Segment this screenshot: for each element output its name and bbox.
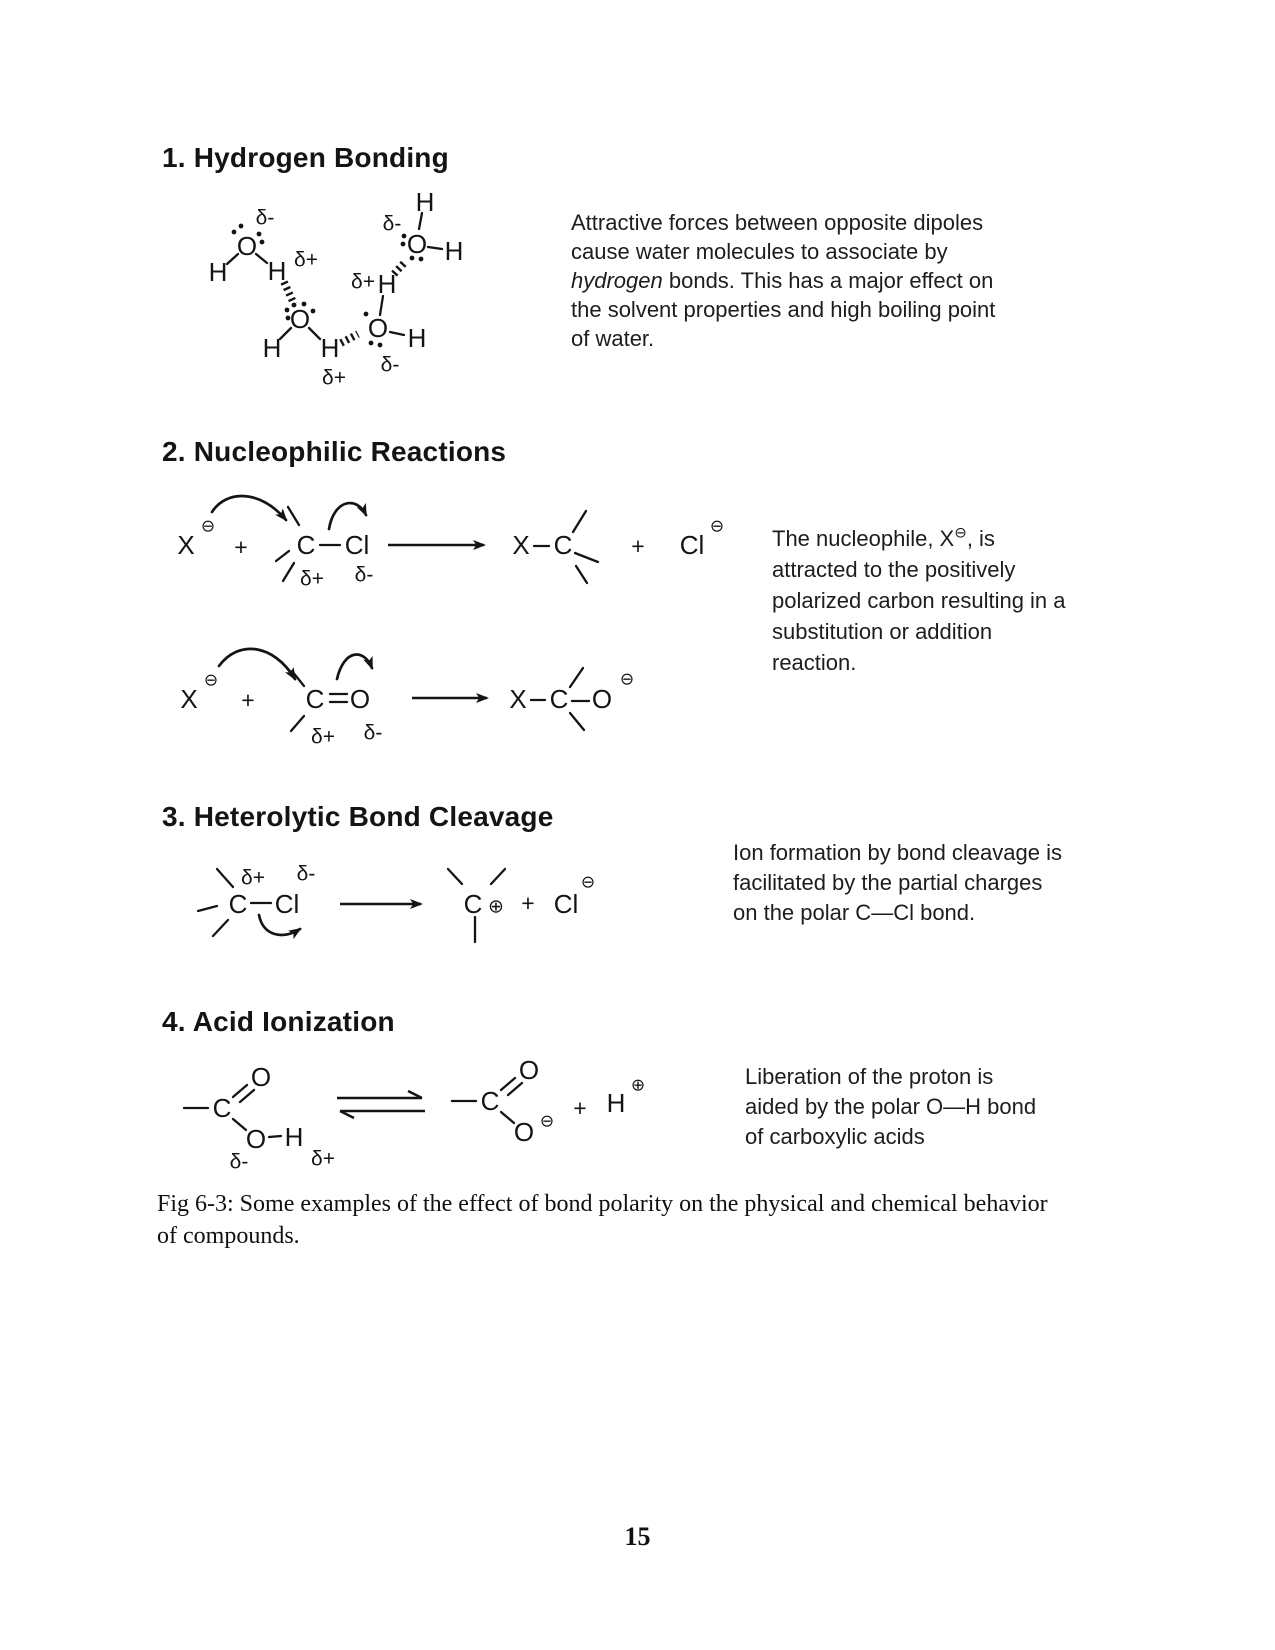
atom-carbon: C <box>553 530 573 560</box>
atom-carbon: C <box>480 1086 500 1116</box>
atom-carbon: C <box>296 530 316 560</box>
c-o-bond <box>501 1112 514 1123</box>
atom-oxygen: O <box>518 1055 540 1085</box>
caption-line: Fig 6-3: Some examples of the effect of bond polarity on the physical and chemical behavior <box>157 1191 1048 1217</box>
text-line <box>571 237 995 266</box>
text-line <box>772 554 1066 585</box>
section3-description <box>733 838 1062 928</box>
text-line <box>745 1122 1036 1152</box>
plus-sign: + <box>631 533 645 559</box>
text-line <box>733 868 1062 898</box>
figure-caption <box>157 1188 1048 1252</box>
atom-oxygen: O <box>289 304 311 334</box>
carbon-substituent-bond <box>570 713 584 730</box>
delta-minus-label: δ- <box>380 353 400 377</box>
equilibrium-arrows <box>337 1091 425 1118</box>
atom-hydrogen: H <box>262 333 282 363</box>
atom-hydrogen: H <box>267 256 287 286</box>
minus-charge-icon: ⊖ <box>200 516 216 536</box>
delta-minus-label: δ- <box>296 862 316 886</box>
section1-description <box>571 208 995 353</box>
atom-hydrogen: H <box>377 269 397 299</box>
section3-heading: 3. Heterolytic Bond Cleavage <box>162 801 554 832</box>
carbon-substituent-bond <box>570 668 583 687</box>
acid-ionization-scheme <box>175 1055 665 1174</box>
text: , is <box>966 526 995 551</box>
atom-carbon: C <box>463 889 483 919</box>
atom-oxygen: O <box>236 231 258 261</box>
carbon-substituent-bond <box>217 869 233 887</box>
hydrogen-bonding-water-cluster-diagram <box>185 185 475 390</box>
text: of carboxylic acids <box>745 1124 925 1149</box>
delta-minus-label: δ- <box>255 206 275 230</box>
delta-minus-label: δ- <box>363 721 383 745</box>
text-line <box>571 266 995 295</box>
text-line <box>571 208 995 237</box>
delta-minus-label: δ- <box>354 563 374 587</box>
o-h-bond <box>428 247 442 249</box>
page-number: 15 <box>624 1522 651 1551</box>
delta-minus-label: δ- <box>229 1150 249 1174</box>
caption-line: of compounds. <box>157 1223 300 1249</box>
text: Liberation of the proton is <box>745 1064 994 1089</box>
atom-hydrogen: H <box>320 333 340 363</box>
text-line <box>772 647 1066 678</box>
delta-plus-label: δ+ <box>351 270 375 294</box>
plus-sign: + <box>573 1095 587 1121</box>
atom-hydrogen: H <box>407 323 427 353</box>
minus-charge-icon: ⊖ <box>580 872 596 892</box>
atom-chlorine: Cl <box>274 889 300 919</box>
text: reaction. <box>772 650 857 675</box>
text: aided by the polar O—H bond <box>745 1094 1037 1119</box>
text: polarized carbon resulting in a <box>772 588 1066 613</box>
atom-hydrogen: H <box>208 257 228 287</box>
plus-sign: + <box>234 534 248 560</box>
text: Ion formation by bond cleavage is <box>733 840 1062 865</box>
text: cause water molecules to associate by <box>571 239 948 264</box>
delta-plus-label: δ+ <box>241 866 265 890</box>
section4-heading: 4. Acid Ionization <box>162 1006 395 1037</box>
minus-charge-icon: ⊖ <box>539 1111 555 1131</box>
carbon-substituent-bonds <box>573 511 598 583</box>
curved-electron-arrow <box>337 654 372 679</box>
text-line <box>772 585 1066 616</box>
section2-heading: 2. Nucleophilic Reactions <box>162 436 507 467</box>
minus-charge-icon: ⊖ <box>954 523 967 542</box>
carbon-substituent-bond <box>198 906 217 911</box>
text-line <box>745 1092 1036 1122</box>
atom-hydrogen: H <box>415 187 435 217</box>
italic-word: hydrogen <box>571 268 663 293</box>
atom-hydrogen: H <box>284 1122 304 1152</box>
text: facilitated by the partial charges <box>733 870 1043 895</box>
text: attracted to the positively <box>772 557 1016 582</box>
text-line <box>571 324 995 353</box>
text: The nucleophile, X <box>772 526 955 551</box>
plus-sign: + <box>521 890 535 916</box>
nucleophilic-substitution-scheme <box>170 470 750 600</box>
atom-oxygen: O <box>406 229 428 259</box>
o-h-bond <box>309 328 320 339</box>
text: Attractive forces between opposite dipoles <box>571 210 984 235</box>
curved-electron-arrow <box>212 496 286 520</box>
text-line <box>571 295 995 324</box>
text: the solvent properties and high boiling point <box>571 297 996 322</box>
atom-oxygen: O <box>591 684 613 714</box>
carbon-substituent-bond <box>448 869 462 884</box>
atom-oxygen: O <box>367 313 389 343</box>
delta-plus-label: δ+ <box>294 248 318 272</box>
o-h-bond <box>390 332 404 335</box>
text-line <box>772 523 1066 554</box>
atom-oxygen: O <box>245 1124 267 1154</box>
text-line <box>733 898 1062 928</box>
plus-charge-icon: ⊕ <box>488 896 504 918</box>
text: substitution or addition <box>772 619 993 644</box>
section2-description <box>772 523 1066 678</box>
curved-electron-arrow <box>219 649 295 679</box>
curved-electron-arrow <box>329 503 366 529</box>
atom-hydrogen: H <box>606 1088 626 1118</box>
atom-oxygen: O <box>513 1117 535 1147</box>
delta-plus-label: δ+ <box>311 1147 335 1171</box>
atom-carbon: C <box>212 1093 232 1123</box>
nucleophilic-addition-scheme <box>170 640 670 755</box>
section1-heading: 1. Hydrogen Bonding <box>162 142 449 173</box>
nucleophile-x: X <box>177 530 195 560</box>
text-line <box>733 838 1062 868</box>
carbon-substituent-bond <box>491 869 505 884</box>
minus-charge-icon: ⊖ <box>709 516 725 536</box>
o-h-bond <box>256 254 267 263</box>
atom-oxygen: O <box>349 684 371 714</box>
minus-charge-icon: ⊖ <box>203 670 219 690</box>
atom-chlorine: Cl <box>553 889 579 919</box>
nucleophile-x: X <box>180 684 198 714</box>
text: on the polar C—Cl bond. <box>733 900 976 925</box>
carbon-substituent-bonds <box>276 507 299 581</box>
plus-charge-icon: ⊕ <box>630 1075 646 1095</box>
text: bonds. This has a major effect on <box>662 268 994 293</box>
delta-plus-label: δ+ <box>322 366 346 390</box>
hydrogen-bond-hashes <box>341 334 358 343</box>
delta-plus-label: δ+ <box>300 567 324 591</box>
atom-chlorine: Cl <box>344 530 370 560</box>
atom-hydrogen: H <box>444 236 464 266</box>
text: of water. <box>571 326 655 351</box>
text-line <box>745 1062 1036 1092</box>
delta-minus-label: δ- <box>382 212 402 236</box>
carbon-substituent-bond <box>213 920 228 936</box>
atom-carbon: C <box>228 889 248 919</box>
nucleophile-x: X <box>512 530 530 560</box>
atom-oxygen: O <box>250 1062 272 1092</box>
heterolytic-cleavage-scheme <box>180 850 620 962</box>
nucleophile-x: X <box>509 684 527 714</box>
minus-charge-icon: ⊖ <box>619 669 635 689</box>
atom-carbon: C <box>305 684 325 714</box>
delta-plus-label: δ+ <box>311 725 335 749</box>
atom-carbon: C <box>549 684 569 714</box>
o-h-bond <box>269 1136 281 1137</box>
section4-description <box>745 1062 1036 1152</box>
plus-sign: + <box>241 687 255 713</box>
carbon-substituent-bond <box>291 716 304 731</box>
c-o-bond <box>233 1119 246 1130</box>
atom-chlorine: Cl <box>679 530 705 560</box>
c-o-double-bond <box>330 694 347 702</box>
text-line <box>772 616 1066 647</box>
